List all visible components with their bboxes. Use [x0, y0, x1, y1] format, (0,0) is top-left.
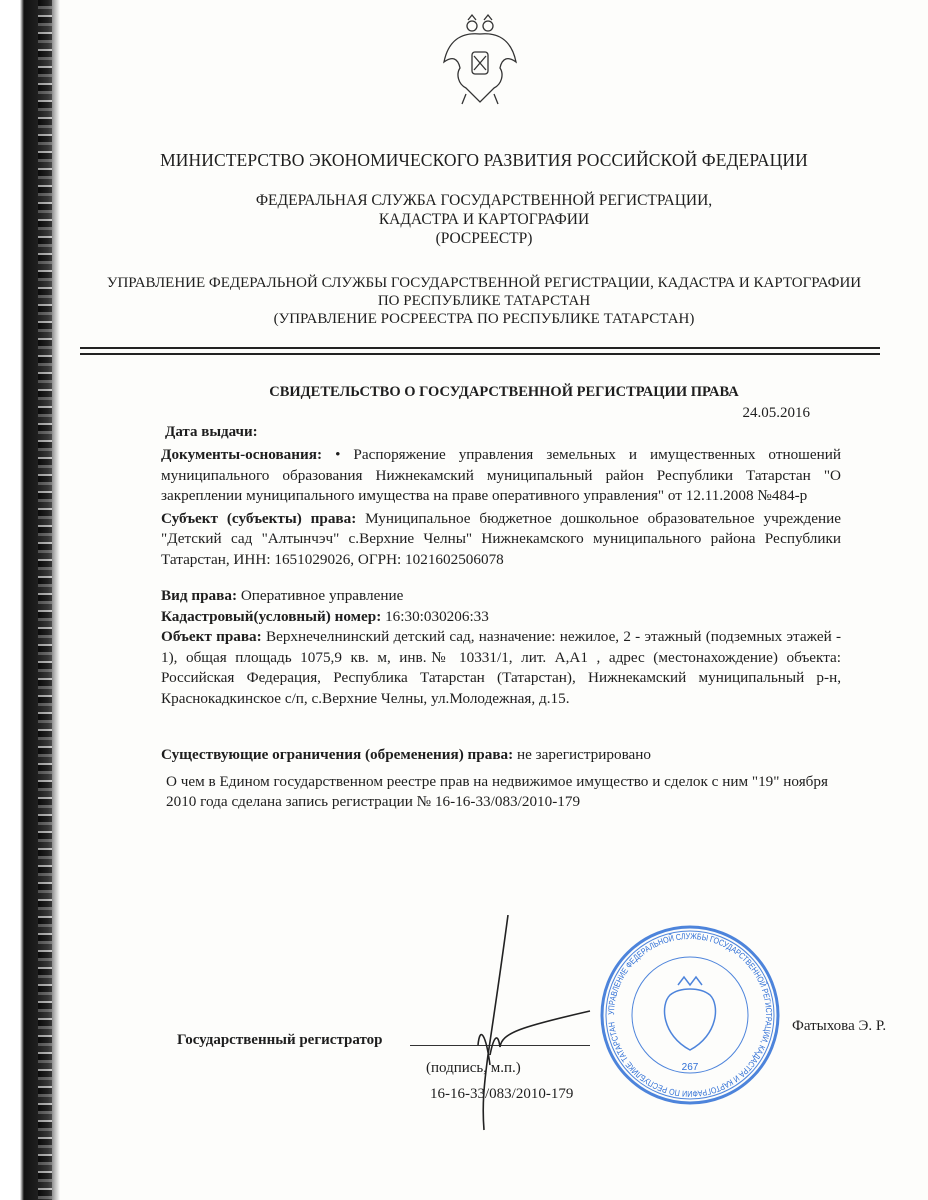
certificate-title: СВИДЕТЕЛЬСТВО О ГОСУДАРСТВЕННОЙ РЕГИСТРАЦИИ ПРАВА: [269, 384, 739, 400]
stamp-text: УПРАВЛЕНИЕ ФЕДЕРАЛЬНОЙ СЛУЖБЫ ГОСУДАРСТВЕННОЙ РЕГИСТРАЦИИ, КАДАСТРА И КАРТОГРАФИИ ПО РЕСПУБЛИКЕ ТАТАРСТАН: [605, 930, 775, 1100]
object-value: Верхнечелнинский детский сад, назначение: нежилое, 2 - этажный (подземных этажей - 1), общая площадь 1075,9 кв. м, инв.№ 10331/1, лит. А,А1 , адрес (местонахождение) объекта: Российская Федерация, Республика Татарстан (Татарстан), Нижнекамский муниципальный р-н, Краснокадкинское с/п, с.Верхние Челны, ул.Молодежная, д.15.: [161, 628, 842, 707]
right-type-value: Оперативное управление: [240, 587, 404, 604]
object-section: [161, 627, 841, 709]
documents-label: Документы-основания:: [161, 446, 323, 463]
department-line: (УПРАВЛЕНИЕ РОСРЕЕСТРА ПО РЕСПУБЛИКЕ ТАТАРСТАН): [273, 311, 695, 327]
stamp-number: 267: [681, 1062, 699, 1073]
divider-rule: [80, 353, 880, 355]
restrictions-section: [161, 745, 841, 766]
service-line: ФЕДЕРАЛЬНАЯ СЛУЖБА ГОСУДАРСТВЕННОЙ РЕГИСТРАЦИИ,: [255, 192, 713, 209]
department-line: ПО РЕСПУБЛИКЕ ТАТАРСТАН: [377, 293, 591, 309]
registrar-label: Государственный регистратор: [177, 1032, 383, 1048]
scan-edge-noise: [38, 0, 52, 1200]
record-number: 16-16-33/083/2010-179: [430, 1086, 574, 1102]
official-seal-stamp: [600, 925, 780, 1105]
right-type-label: Вид права:: [161, 587, 238, 604]
subject-section: [161, 509, 841, 571]
service-line: КАДАСТРА И КАРТОГРАФИИ: [378, 211, 590, 228]
cadastral-label: Кадастровый(условный) номер:: [161, 607, 382, 625]
right-type-section: [161, 586, 841, 607]
cadastral-value: 16:30:030206:33: [385, 607, 489, 625]
documents-section: [161, 445, 841, 507]
issue-date-label: Дата выдачи:: [165, 424, 258, 440]
coat-of-arms-emblem: [440, 12, 520, 112]
cadastral-section: [161, 607, 841, 628]
signature-caption: (подпись, м.п.): [426, 1060, 521, 1076]
subject-value: Муниципальное бюджетное дошкольное образовательное учреждение "Детский сад "Алтынчэч" с.Верхние Челны" Нижнекамского муниципального района Республики Татарстан, ИНН: 1651029026, ОГРН: 1021602506078: [161, 509, 842, 568]
handwritten-signature: [460, 915, 610, 1135]
documents-value: • Распоряжение управления земельных и имущественных отношений муниципального образования Нижнекамский муниципальный район Республики Татарстан "О закреплении муниципального имущества на праве оперативного управления" от 12.11.2008 №484-р: [161, 446, 842, 504]
service-heading: [60, 191, 908, 248]
subject-label: Субъект (субъекты) права:: [161, 509, 357, 527]
object-label: Объект права:: [161, 628, 262, 645]
department-line: УПРАВЛЕНИЕ ФЕДЕРАЛЬНОЙ СЛУЖБЫ ГОСУДАРСТВЕННОЙ РЕГИСТРАЦИИ, КАДАСТРА И КАРТОГРАФИИ: [106, 275, 862, 291]
divider-rule: [80, 347, 880, 349]
certificate-body: [161, 445, 841, 813]
ministry-heading: МИНИСТЕРСТВО ЭКОНОМИЧЕСКОГО РАЗВИТИЯ РОССИЙСКОЙ ФЕДЕРАЦИИ: [160, 150, 808, 170]
department-heading: [60, 274, 908, 328]
service-line: (РОСРЕЕСТР): [435, 230, 533, 247]
record-text: О чем в Едином государственном реестре прав на недвижимое имущество и сделок с ним "19" ноября 2010 года сделана запись регистрации № 16-16-33/083/2010-179: [166, 772, 828, 810]
registrar-name: Фатыхова Э. Р.: [792, 1018, 887, 1034]
restrictions-value: не зарегистрировано: [517, 746, 652, 763]
svg-text:УПРАВЛЕНИЕ ФЕДЕРАЛЬНОЙ СЛУЖБЫ: [606, 931, 774, 1099]
restrictions-label: Существующие ограничения (обременения) права:: [161, 746, 514, 763]
certificate-date: 24.05.2016: [742, 405, 810, 421]
